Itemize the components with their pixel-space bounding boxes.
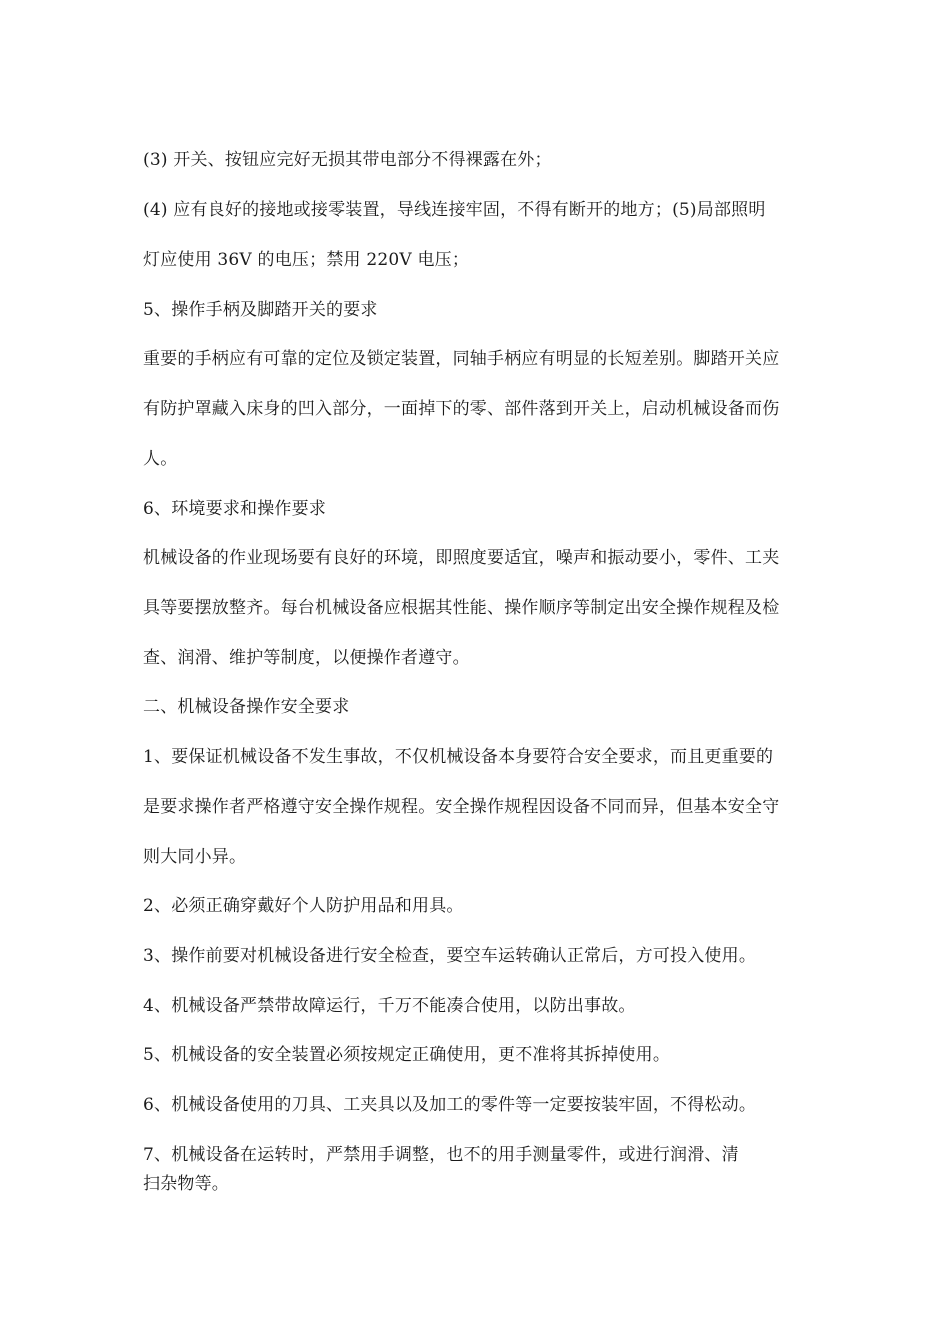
text-line: 查、润滑、维护等制度，以便操作者遵守。 [143,648,470,668]
text-line: 具等要摆放整齐。每台机械设备应根据其性能、操作顺序等制定出安全操作规程及检 [143,598,780,618]
text-line: 1、要保证机械设备不发生事故，不仅机械设备本身要符合安全要求，而且更重要的 [143,747,774,767]
list-item: 5、机械设备的安全装置必须按规定正确使用，更不准将其拆掉使用。 [143,1045,671,1065]
text-line: 灯应使用 36V 的电压；禁用 220V 电压； [143,250,470,270]
list-item: 7、机械设备在运转时，严禁用手调整，也不的用手测量零件，或进行润滑、清 [143,1145,739,1165]
text-line: 则大同小异。 [143,847,247,867]
list-item: 3、操作前要对机械设备进行安全检查，要空车运转确认正常后，方可投入使用。 [143,946,757,966]
list-item: 2、必须正确穿戴好个人防护用品和用具。 [143,896,464,916]
list-item: 扫杂物等。 [143,1174,229,1194]
text-line: 有防护罩藏入床身的凹入部分，一面掉下的零、部件落到开关上，启动机械设备而伤 [143,399,780,419]
list-item: 6、机械设备使用的刀具、工夹具以及加工的零件等一定要按装牢固，不得松动。 [143,1095,757,1115]
section-heading: 6、环境要求和操作要求 [143,499,327,519]
text-line: 机械设备的作业现场要有良好的环境，即照度要适宜，噪声和振动要小，零件、工夹 [143,548,780,568]
list-item: 4、机械设备严禁带故障运行，千万不能凑合使用，以防出事故。 [143,996,636,1016]
section-heading: 二、机械设备操作安全要求 [143,697,350,717]
text-line: 是要求操作者严格遵守安全操作规程。安全操作规程因设备不同而异，但基本安全守 [143,797,780,817]
text-line: 人。 [143,449,178,469]
text-line: (3) 开关、按钮应完好无损其带电部分不得裸露在外； [143,150,552,170]
section-heading: 5、操作手柄及脚踏开关的要求 [143,300,378,320]
text-line: 重要的手柄应有可靠的定位及锁定装置，同轴手柄应有明显的长短差别。脚踏开关应 [143,349,780,369]
text-line: (4) 应有良好的接地或接零装置，导线连接牢固，不得有断开的地方；(5)局部照明 [143,200,766,220]
